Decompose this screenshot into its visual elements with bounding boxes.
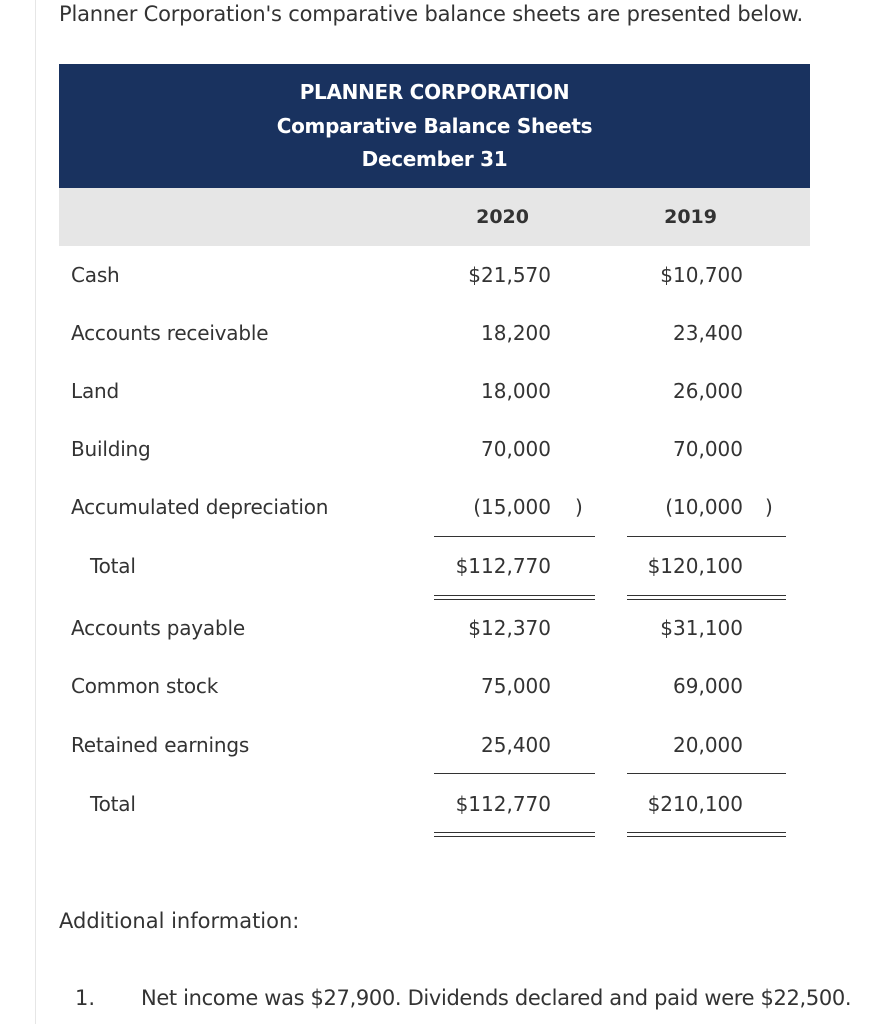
value-2019: 23,400 [673,321,743,345]
subtotal-rule [627,536,786,537]
total-double-rule [434,595,595,600]
row-label: Cash [71,263,120,287]
value-2020: 25,400 [481,733,551,757]
additional-info-heading: Additional information: [59,909,300,933]
value-2020: $112,770 [455,554,551,578]
value-2020: 18,000 [481,379,551,403]
left-border [35,0,36,1024]
value-2020: 75,000 [481,674,551,698]
value-2019: $31,100 [660,616,743,640]
total-double-rule [627,832,786,837]
close-paren: ) [765,495,773,519]
row-label: Retained earnings [71,733,250,757]
total-double-rule [627,595,786,600]
value-2019: 26,000 [673,379,743,403]
row-label: Land [71,379,119,403]
statement-date: December 31 [361,147,508,171]
intro-text: Planner Corporation's comparative balance sheets are presented below. [59,2,804,26]
company-name: PLANNER CORPORATION [299,80,570,104]
subtotal-rule [434,773,595,774]
value-2019: $10,700 [660,263,743,287]
subtotal-rule [627,773,786,774]
value-2020: (15,000 [473,495,551,519]
list-item-number: 1. [75,986,96,1010]
value-2020: $12,370 [468,616,551,640]
row-label: Accounts payable [71,616,245,640]
value-2020: 70,000 [481,437,551,461]
value-2020: 18,200 [481,321,551,345]
row-label: Common stock [71,674,219,698]
value-2019: $210,100 [647,792,743,816]
value-2019: 69,000 [673,674,743,698]
statement-header [59,64,810,188]
row-label: Total [90,554,136,578]
list-item-text: Net income was $27,900. Dividends declared and paid were $22,500. [141,986,852,1010]
row-label: Building [71,437,151,461]
total-double-rule [434,832,595,837]
subtotal-rule [434,536,595,537]
statement-title: Comparative Balance Sheets [276,114,593,138]
row-label: Total [90,792,136,816]
year-2019-header: 2019 [664,206,717,228]
close-paren: ) [575,495,583,519]
row-label: Accumulated depreciation [71,495,329,519]
value-2019: 20,000 [673,733,743,757]
value-2020: $21,570 [468,263,551,287]
value-2019: 70,000 [673,437,743,461]
value-2020: $112,770 [455,792,551,816]
value-2019: $120,100 [647,554,743,578]
year-2020-header: 2020 [476,206,529,228]
row-label: Accounts receivable [71,321,269,345]
value-2019: (10,000 [665,495,743,519]
